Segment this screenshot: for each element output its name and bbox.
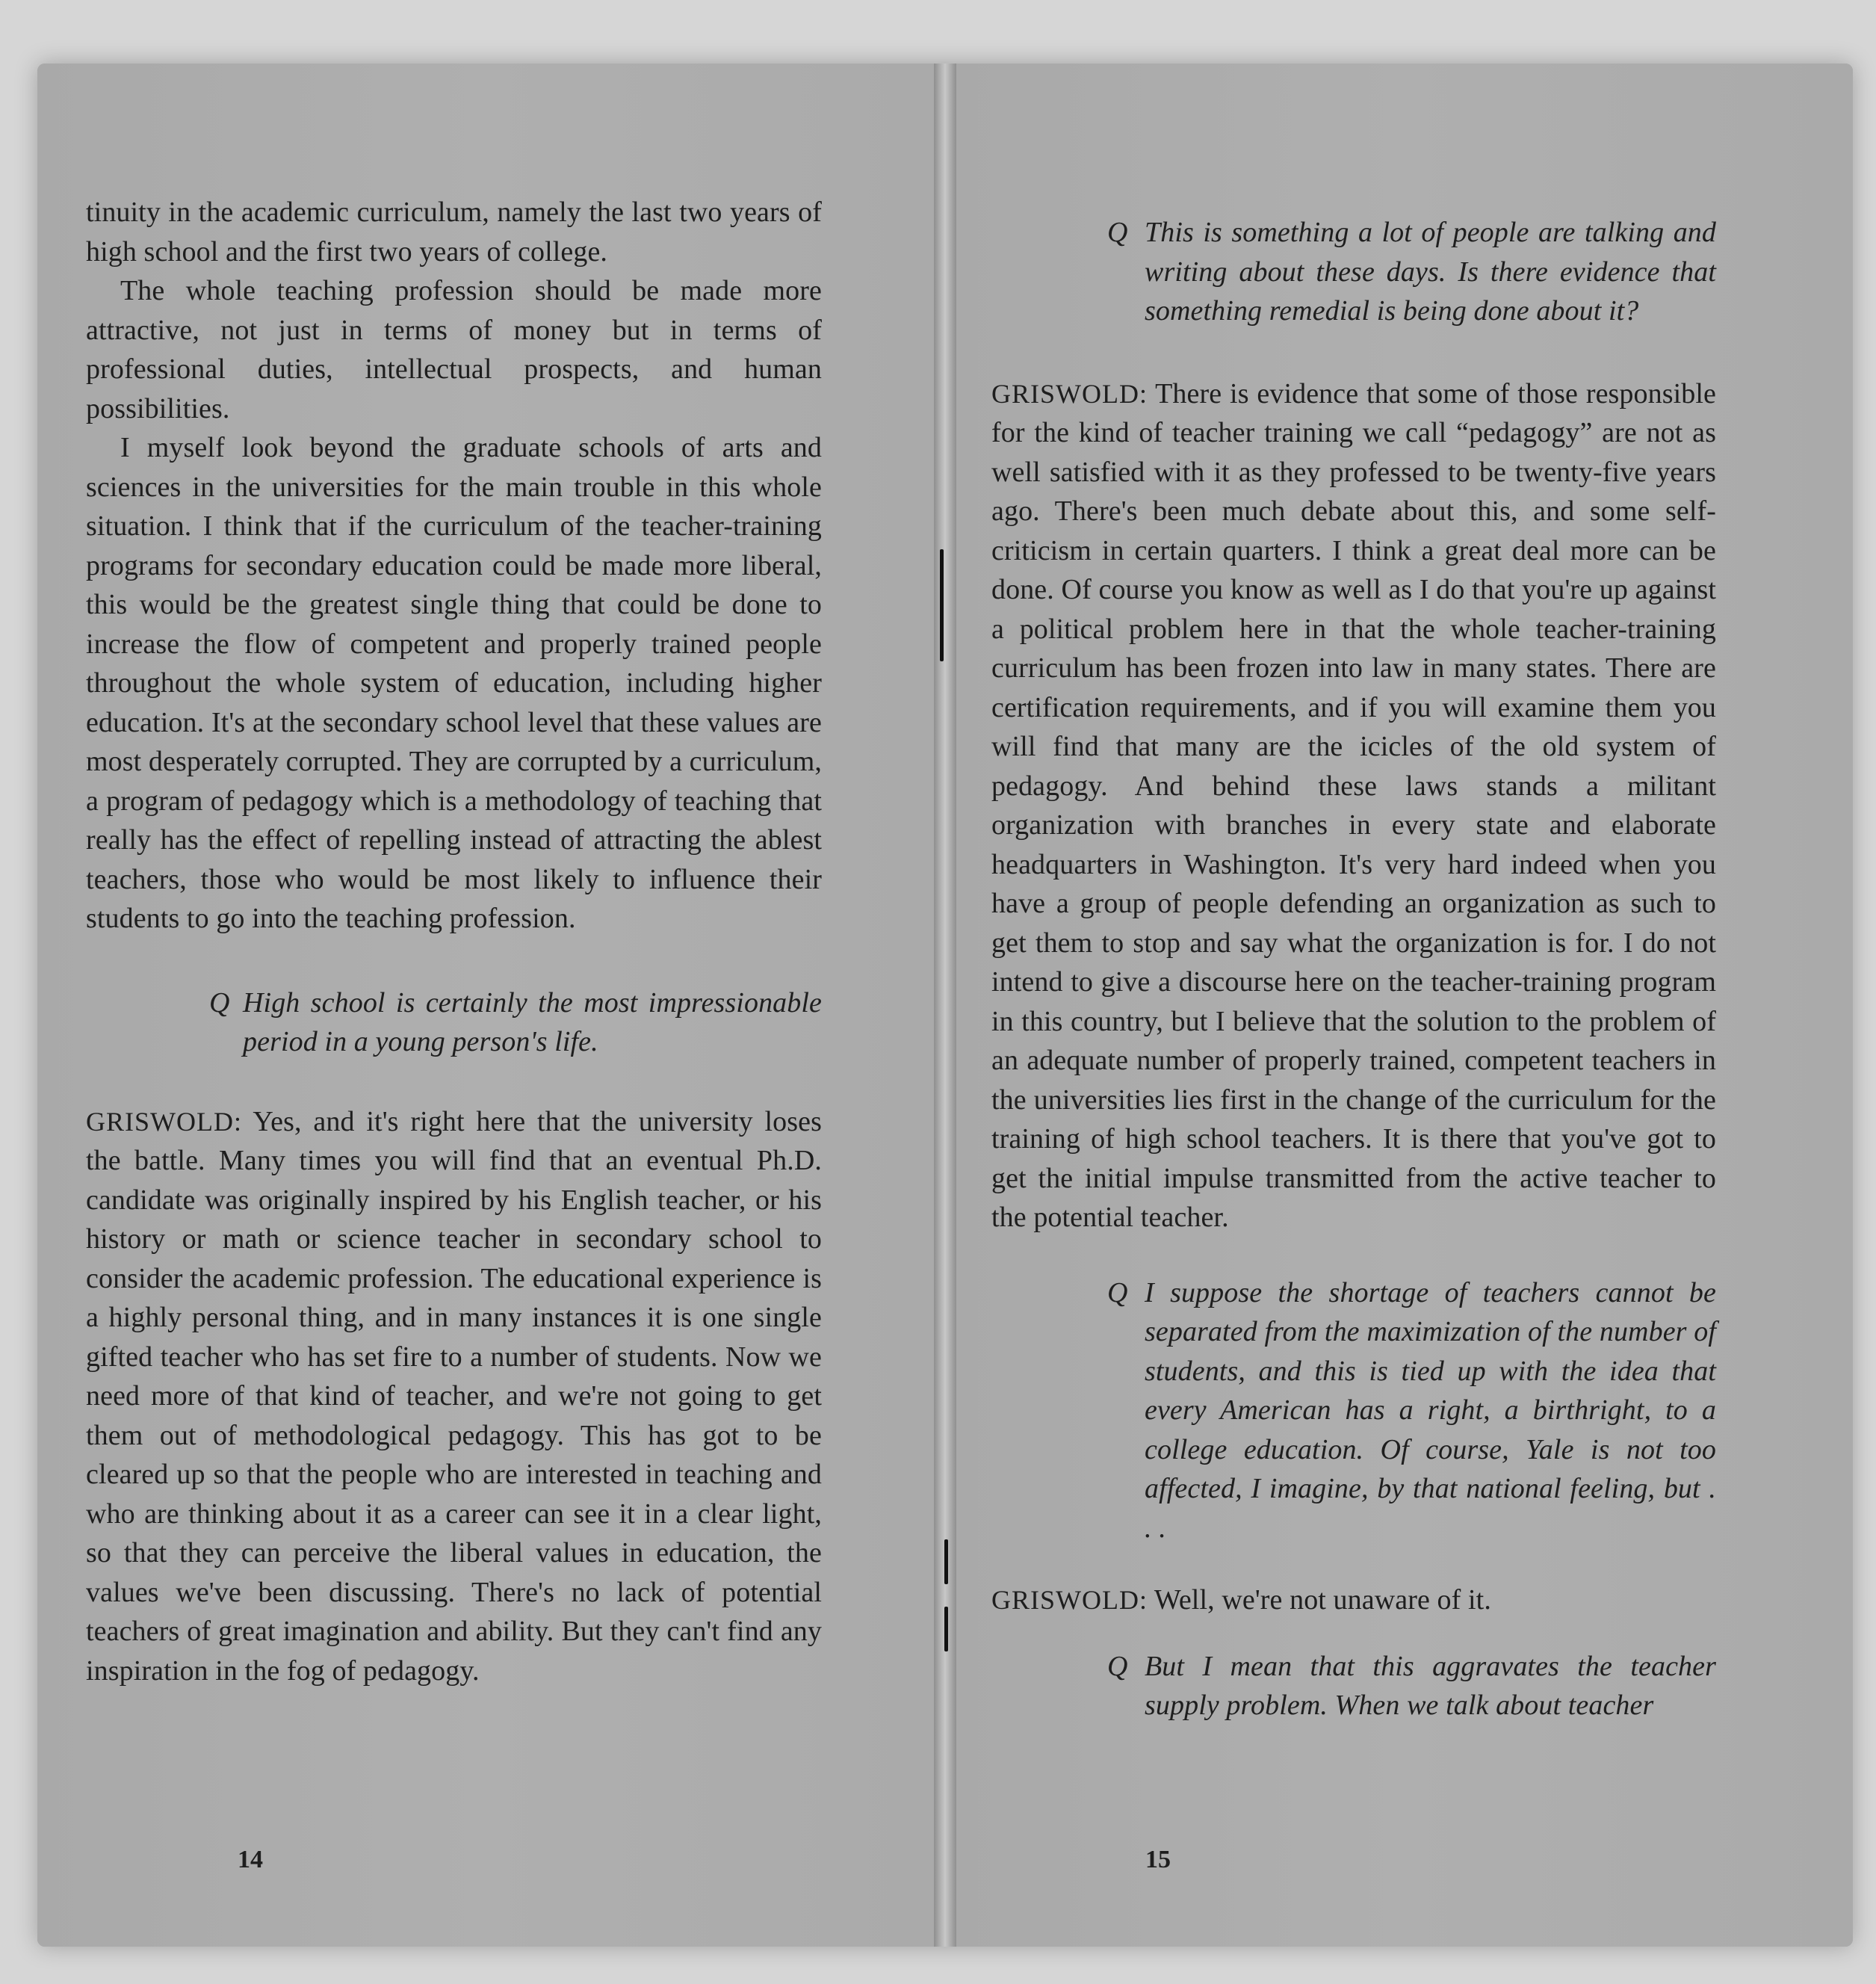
page-number: 15 <box>1145 1846 1171 1873</box>
question <box>991 1647 1716 1725</box>
question-marker: Q <box>1107 217 1128 248</box>
answer <box>86 1102 822 1691</box>
speaker-label: GRISWOLD: <box>991 378 1148 409</box>
left-page-text <box>86 193 822 1690</box>
question-text: But I mean that this aggravates the teacher supply problem. When we talk about teacher <box>1145 1650 1716 1721</box>
paragraph: I myself look beyond the graduate schools of arts and sciences in the universities for the main trouble in this whole situation. I think that if the curriculum of the teacher-training programs for secondary education could be made more liberal, this would be the greatest single thing that could be done to increase the flow of competent and properly trained people throughout the whole system of education, including higher education. It's at the secondary school level that these values are most desperately corrupted. They are corrupted by a curriculum, a program of pedagogy which is a methodology of teaching that really has the effect of repelling instead of attracting the ablest teachers, those who would be most likely to influence their students to go into the teaching profession. <box>86 432 822 934</box>
page-number: 14 <box>238 1846 263 1873</box>
question-text: High school is certainly the most impressionable period in a young person's life. <box>243 986 822 1057</box>
book-gutter <box>934 64 956 1947</box>
answer <box>991 1580 1716 1620</box>
answer-text: Yes, and it's right here that the university loses the battle. Many times you will find that an eventual Ph.D. candidate was originally inspired by his English teacher, or his history or math or science teacher in secondary school to consider the academic profession. The educational experience is a highly personal thing, and in many instances it is one single gifted teacher who has set fire to a number of students. Now we need more of that kind of teacher, and we're not going to get them out of methodological pedagogy. This has got to be cleared up so that the people who are interested in teaching and who are thinking about it as a career can see it in a clear light, so that they can perceive the liberal values in education, the values we've been discussing. There's no lack of potential teachers of great imagination and ability. But they can't find any inspiration in the fog of pedagogy. <box>86 1105 822 1687</box>
speaker-label: GRISWOLD: <box>991 1585 1148 1615</box>
question-marker: Q <box>1107 1276 1128 1308</box>
margin-mark <box>944 1539 948 1584</box>
speaker-label: GRISWOLD: <box>86 1106 242 1137</box>
question <box>991 1273 1716 1548</box>
answer-text: There is evidence that some of those responsible for the kind of teacher training we call “pedagogy” are not as well satisfied with it as they professed to be twenty-five years ago. There's been much debate about this, and some self-criticism in certain quarters. I think a great deal more can be done. Of course you know as well as I do that you're up against a political problem here in that the whole teacher-training curriculum has been frozen into law in many states. There are certification requirements, and if you will examine them you will find that many are the icicles of the old system of pedagogy. And behind these laws stands a militant organization with branches in every state and elaborate headquarters in Washington. It's very hard indeed when you have a group of people defending an organization as such to get them to stop and say what the organization is for. I do not intend to give a discourse here on the teacher-training program in this country, but I believe that the solution to the problem of an adequate number of properly trained, competent teachers in the universities lies first in the change of the curriculum for the training of high school teachers. It is there that you've got to get the initial impulse transmitted from the active teacher to the potential teacher. <box>991 377 1716 1233</box>
answer-text: Well, we're not unaware of it. <box>1154 1584 1491 1616</box>
paragraph: tinuity in the academic curriculum, namely the last two years of high school and the first two years of college. <box>86 197 822 268</box>
question-text: I suppose the shortage of teachers cannot be separated from the maximization of the number of students, and this is tied up with the idea that every American has a right, a birthright, to a college education. Of course, Yale is not too affected, I imagine, by that national feeling, but . . . <box>1145 1276 1716 1544</box>
question <box>991 213 1716 331</box>
question-marker: Q <box>209 986 230 1019</box>
margin-mark <box>940 549 944 661</box>
question <box>86 983 822 1062</box>
paragraph: The whole teaching profession should be made more attractive, not just in terms of money but in terms of professional duties, intellectual prospects, and human possibilities. <box>86 275 822 424</box>
answer <box>991 374 1716 1237</box>
margin-mark <box>944 1607 948 1651</box>
right-page-text <box>991 213 1716 1725</box>
question-marker: Q <box>1107 1650 1128 1682</box>
question-text: This is something a lot of people are talking and writing about these days. Is there evidence that something remedial is being done about it? <box>1145 217 1716 327</box>
